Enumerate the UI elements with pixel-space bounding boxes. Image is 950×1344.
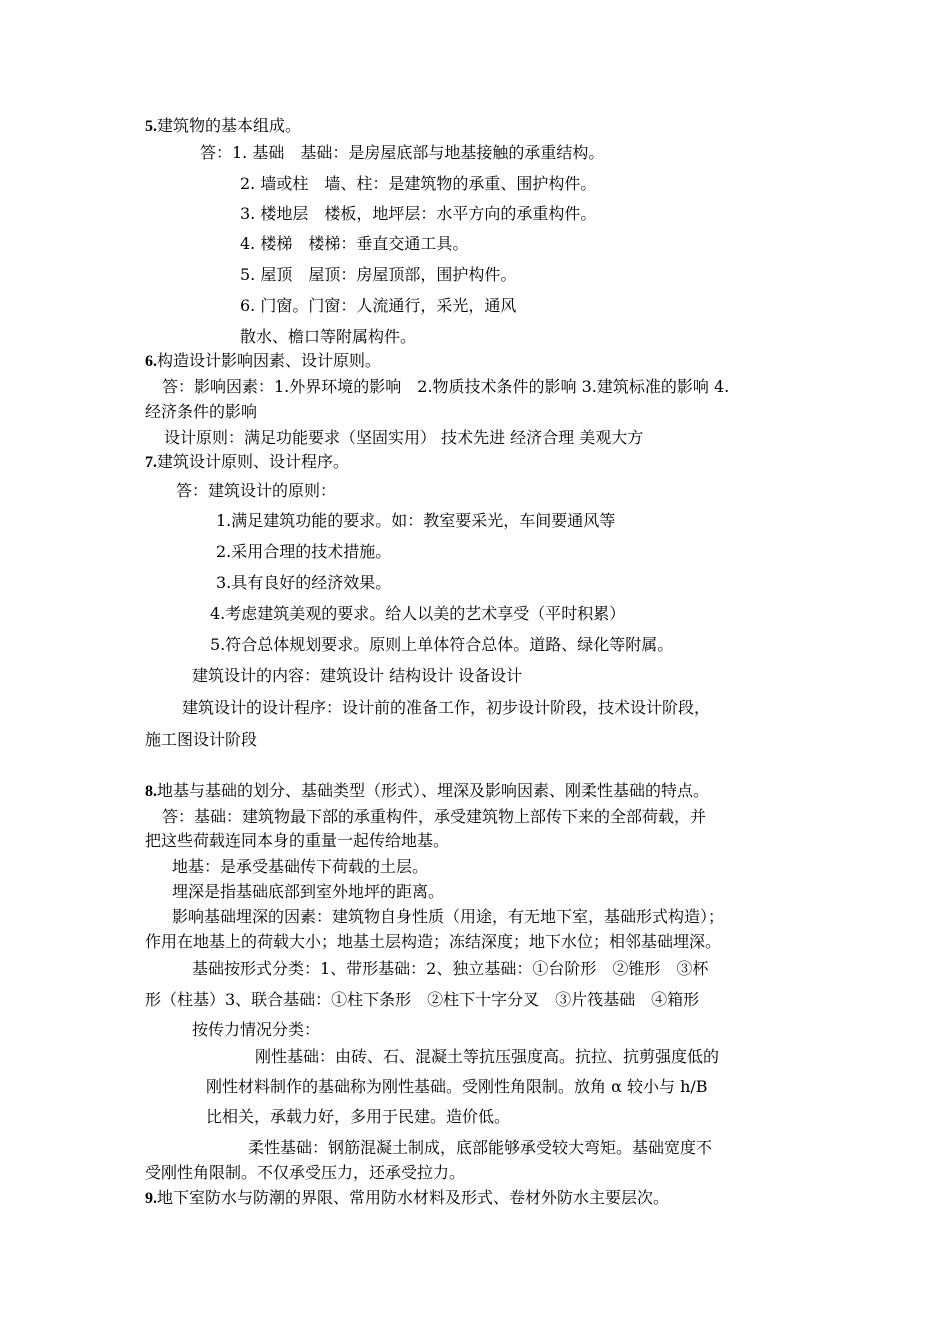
q7-line-9: 施工图设计阶段: [145, 730, 258, 749]
q7-line-2: 1.满足建筑功能的要求。如：教室要采光，车间要通风等: [216, 511, 616, 530]
q8-line-1: 答：基础：建筑物最下部的承重构件，承受建筑物上部传下来的全部荷载，并: [162, 807, 707, 826]
q7-line-3: 2.采用合理的技术措施。: [216, 542, 392, 561]
q7-line-1: 答：建筑设计的原则：: [176, 481, 337, 500]
q7-line-4: 3.具有良好的经济效果。: [216, 573, 392, 592]
q8-line-12: 比相关，承载力好，多用于民建。造价低。: [206, 1107, 511, 1126]
q5-line-1: 答：1. 基础 基础：是房屋底部与地基接触的承重结构。: [200, 143, 605, 162]
q5-line-3: 3. 楼地层 楼板，地坪层：水平方向的承重构件。: [240, 204, 597, 223]
q8-line-13: 柔性基础：钢筋混凝土制成，底部能够承受较大弯矩。基础宽度不: [248, 1138, 713, 1157]
q8-line-4: 埋深是指基础底部到室外地坪的距离。: [172, 882, 445, 901]
q8-line-2: 把这些荷载连同本身的重量一起传给地基。: [145, 831, 450, 850]
q5-line-6: 6. 门窗。门窗：人流通行，采光，通风: [240, 296, 517, 315]
q8-line-5: 影响基础埋深的因素：建筑物自身性质（用途，有无地下室，基础形式构造）；: [172, 907, 725, 926]
q5-line-4: 4. 楼梯 楼梯：垂直交通工具。: [240, 234, 469, 253]
q6-line-3: 设计原则：满足功能要求（坚固实用） 技术先进 经济合理 美观大方: [164, 428, 644, 447]
q8-line-6: 作用在地基上的荷载大小；地基土层构造；冻结深度；地下水位；相邻基础埋深。: [145, 932, 722, 951]
q8-line-7: 基础按形式分类：1、带形基础：2、独立基础：①台阶形 ②锥形 ③杯: [192, 959, 709, 978]
q8-heading: 8.地基与基础的划分、基础类型（形式）、埋深及影响因素、刚柔性基础的特点。: [145, 781, 710, 800]
q7-line-6: 5.符合总体规划要求。原则上单体符合总体。道路、绿化等附属。: [210, 635, 674, 654]
q9-heading: 9.地下室防水与防潮的界限、常用防水材料及形式、卷材外防水主要层次。: [145, 1188, 670, 1207]
q5-line-5: 5. 屋顶 屋顶：房屋顶部，围护构件。: [240, 265, 517, 284]
q8-line-8: 形（柱基）3、联合基础：①柱下条形 ②柱下十字分叉 ③片筏基础 ④箱形: [145, 990, 700, 1009]
q7-heading: 7.建筑设计原则、设计程序。: [145, 452, 350, 471]
q8-line-3: 地基：是承受基础传下荷载的土层。: [172, 857, 429, 876]
q5-line-2: 2. 墙或柱 墙、柱：是建筑物的承重、围护构件。: [240, 174, 597, 193]
q8-line-14: 受刚性角限制。不仅承受压力，还承受拉力。: [145, 1163, 466, 1182]
q8-line-10: 刚性基础：由砖、石、混凝土等抗压强度高。抗拉、抗剪强度低的: [255, 1047, 720, 1066]
q8-line-9: 按传力情况分类：: [192, 1020, 321, 1039]
q5-heading: 5.建筑物的基本组成。: [145, 116, 302, 135]
q8-line-11: 刚性材料制作的基础称为刚性基础。受刚性角限制。放角 α 较小与 h/B: [206, 1077, 708, 1096]
q5-line-7: 散水、檐口等附属构件。: [240, 327, 417, 346]
q7-line-5: 4.考虑建筑美观的要求。给人以美的艺术享受（平时积累）: [210, 604, 626, 623]
q6-line-1: 答：影响因素：1.外界环境的影响 2.物质技术条件的影响 3.建筑标准的影响 4.: [162, 377, 730, 396]
q6-line-2: 经济条件的影响: [145, 402, 258, 421]
q7-line-8: 建筑设计的设计程序：设计前的准备工作，初步设计阶段，技术设计阶段，: [182, 698, 711, 717]
q6-heading: 6.构造设计影响因素、设计原则。: [145, 351, 382, 370]
q7-line-7: 建筑设计的内容：建筑设计 结构设计 设备设计: [192, 666, 523, 685]
